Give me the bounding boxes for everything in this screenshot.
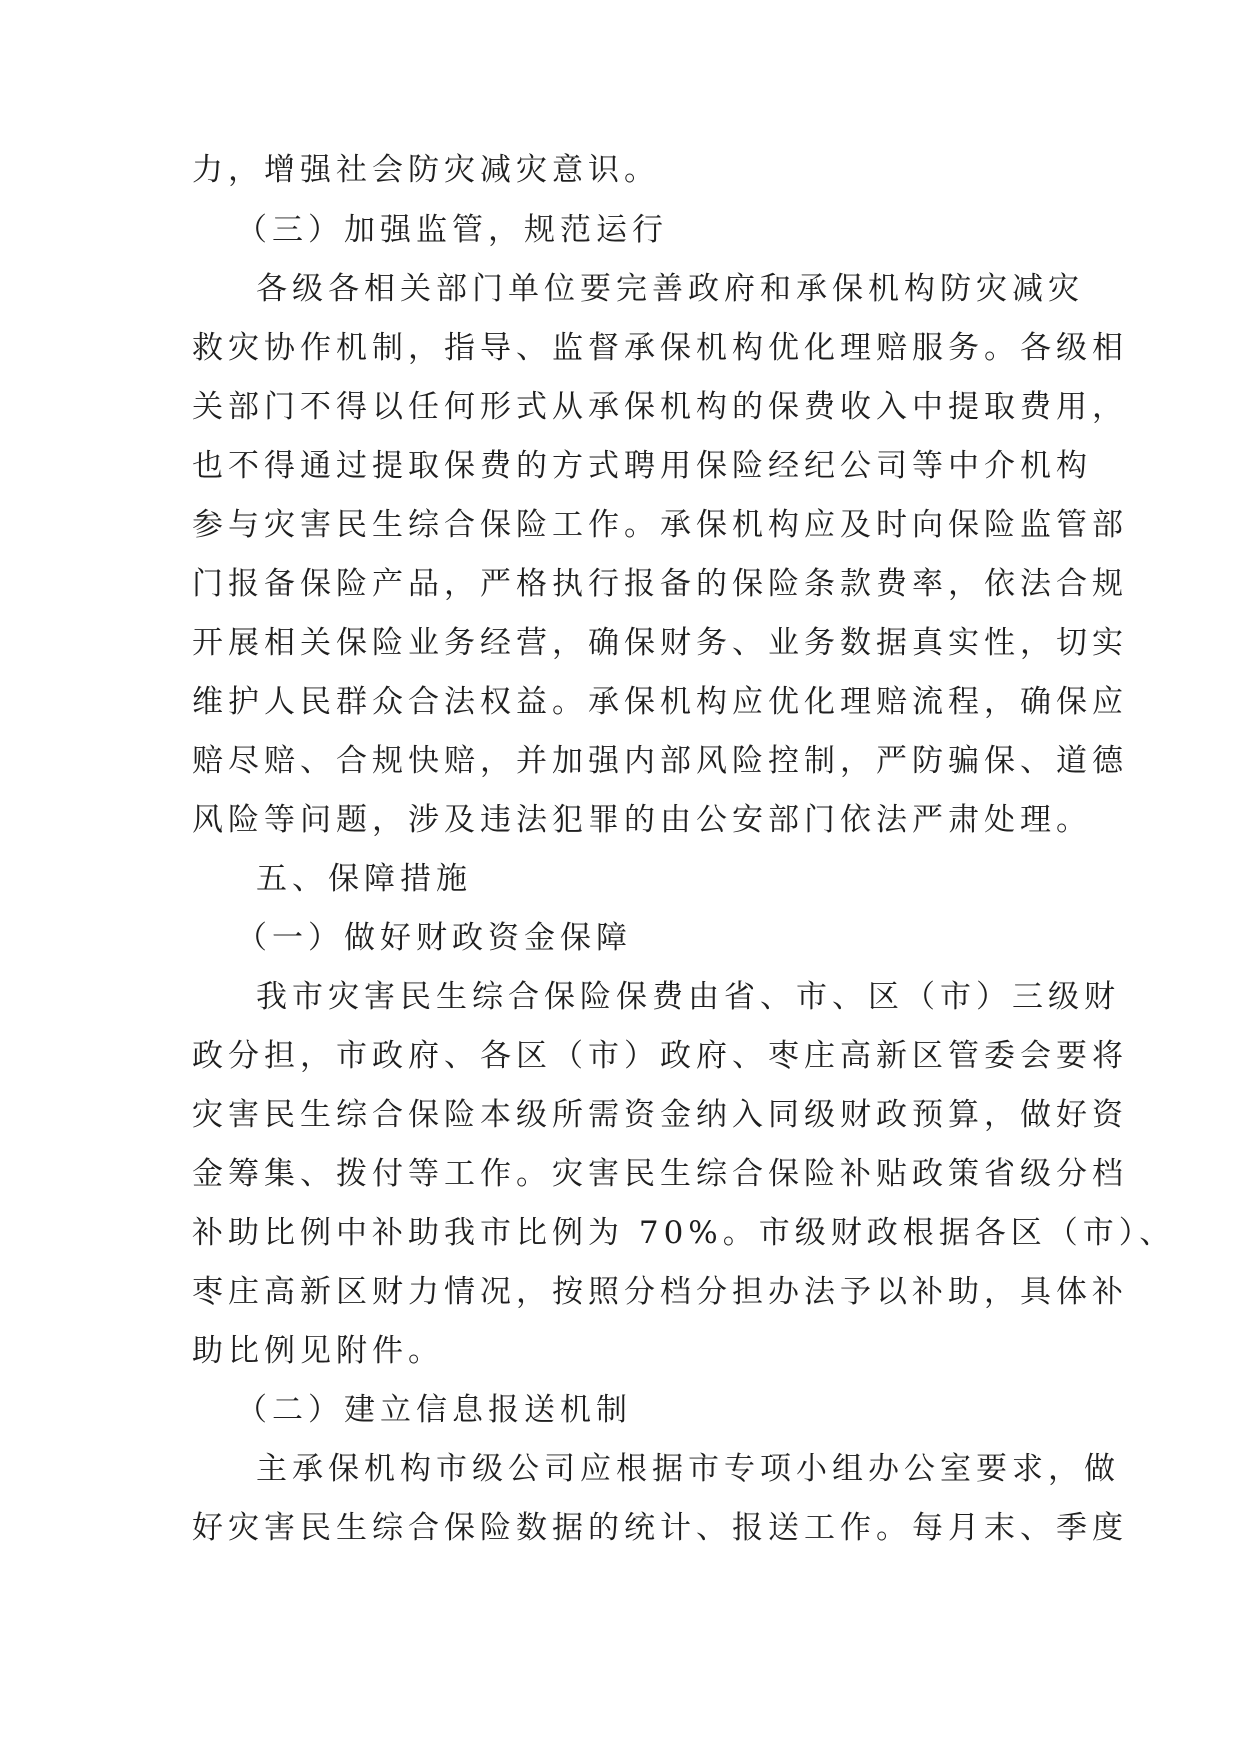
body-text-line: 赔尽赔、合规快赔，并加强内部风险控制，严防骗保、道德 (192, 743, 1128, 779)
body-text-line: 金筹集、拨付等工作。灾害民生综合保险补贴政策省级分档 (192, 1156, 1128, 1192)
section-heading: （一）做好财政资金保障 (236, 920, 632, 956)
paragraph-first-line: 主承保机构市级公司应根据市专项小组办公室要求，做 (256, 1451, 1120, 1487)
chapter-heading: 五、保障措施 (256, 861, 472, 897)
body-text-line: 枣庄高新区财力情况，按照分档分担办法予以补助，具体补 (192, 1274, 1128, 1310)
section-heading: （三）加强监管，规范运行 (236, 212, 668, 248)
body-text-line: 灾害民生综合保险本级所需资金纳入同级财政预算，做好资 (192, 1097, 1128, 1133)
section-heading: （二）建立信息报送机制 (236, 1392, 632, 1428)
body-text-line: 也不得通过提取保费的方式聘用保险经纪公司等中介机构 (192, 448, 1092, 484)
body-text-line: 力，增强社会防灾减灾意识。 (192, 152, 660, 188)
body-text-line: 维护人民群众合法权益。承保机构应优化理赔流程，确保应 (192, 684, 1128, 720)
body-text-line: 助比例见附件。 (192, 1333, 444, 1369)
body-text-line: 门报备保险产品，严格执行报备的保险条款费率，依法合规 (192, 566, 1128, 602)
body-text-line: 政分担，市政府、各区（市）政府、枣庄高新区管委会要将 (192, 1038, 1128, 1074)
body-text-line: 风险等问题，涉及违法犯罪的由公安部门依法严肃处理。 (192, 802, 1092, 838)
paragraph-first-line: 各级各相关部门单位要完善政府和承保机构防灾减灾 (256, 271, 1084, 307)
body-text-line: 好灾害民生综合保险数据的统计、报送工作。每月末、季度 (192, 1510, 1128, 1546)
body-text-line: 补助比例中补助我市比例为 70%。市级财政根据各区（市）、 (192, 1215, 1176, 1251)
paragraph-first-line: 我市灾害民生综合保险保费由省、市、区（市）三级财 (256, 979, 1120, 1015)
body-text-line: 参与灾害民生综合保险工作。承保机构应及时向保险监管部 (192, 507, 1128, 543)
body-text-line: 开展相关保险业务经营，确保财务、业务数据真实性，切实 (192, 625, 1128, 661)
body-text-line: 关部门不得以任何形式从承保机构的保费收入中提取费用， (192, 389, 1128, 425)
body-text-line: 救灾协作机制，指导、监督承保机构优化理赔服务。各级相 (192, 330, 1128, 366)
